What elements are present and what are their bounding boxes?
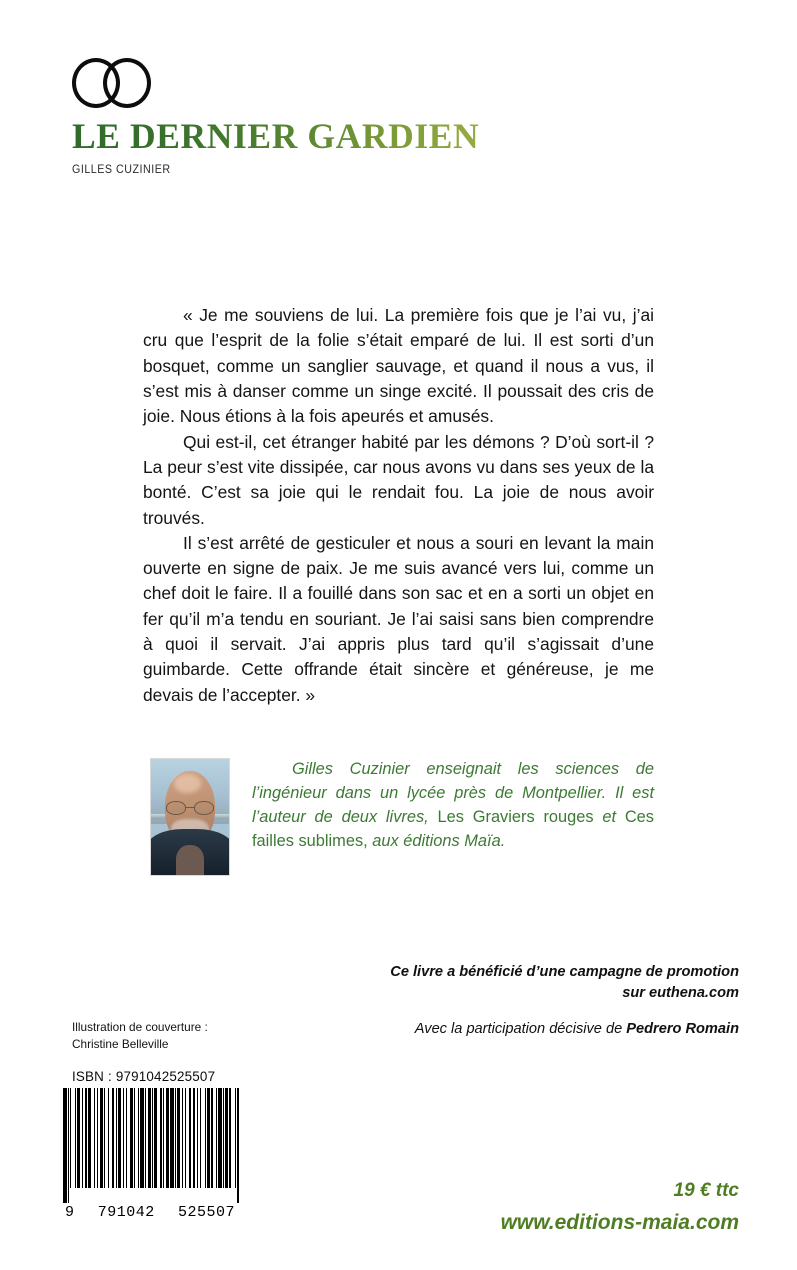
excerpt-paragraph: Il s’est arrêté de gesticuler et nous a souri en levant la main ouverte en signe de paix. Je me suis avancé vers lui, comme un chef doit le faire. Il a fouillé dans son sac et en a sorti un objet en fer qu’il m’a tendu en souriant. Je l’ai saisi sans bien comprendre à quoi il servait. J’ai appris plus tard qu’il s’agissait d’une guimbarde. Cette offrande était sincère et généreuse, je me devais de l’accepter. »	[143, 532, 654, 705]
book-author-name: GILLES CUZINIER	[72, 164, 171, 177]
photo-shirt-opening	[176, 845, 204, 875]
barcode-digit-group: 9	[65, 1204, 75, 1221]
promotion-block	[369, 962, 739, 1037]
participation-person-name: Pedrero Romain	[626, 1021, 739, 1038]
price-and-website-block	[419, 1180, 739, 1235]
barcode-bars	[63, 1088, 241, 1203]
book-price: 19 € ttc	[673, 1180, 739, 1201]
participation-prefix: Avec la participation décisive de	[414, 1021, 627, 1038]
campaign-line-2: sur euthena.com	[622, 984, 739, 1001]
campaign-line-1: Ce livre a bénéficié d’une campagne de promotion	[390, 964, 739, 980]
bio-book-title-1: Les Graviers rouges	[437, 807, 594, 826]
author-portrait-photo	[150, 758, 230, 876]
promotion-campaign-text	[369, 962, 739, 1003]
photo-forehead-highlight	[174, 774, 201, 793]
barcode-bar	[239, 1088, 241, 1203]
bio-segment-intro: Gilles Cuzinier enseignait les sciences de l’ingénieur dans un lycée près de Montpellier. Il est l’auteur de deux livres,	[252, 760, 654, 826]
book-title: LE DERNIER GARDIEN	[72, 118, 492, 155]
excerpt-paragraph: Qui est-il, cet étranger habité par les démons ? D’où sort-il ? La peur s’est vite dissipée, car nous avons vu dans ses yeux de la bonté. C’est sa joie qui le rendait fou. La joie de nous avoir trouvés.	[143, 431, 654, 528]
barcode-digits	[63, 1203, 241, 1221]
photo-eyeglasses	[166, 801, 214, 815]
bio-segment-editor: aux éditions Maïa.	[367, 831, 506, 850]
promotion-participation-text	[369, 1021, 739, 1037]
author-bio-block	[150, 758, 654, 876]
photo-lens-right	[194, 801, 214, 815]
ring-right-icon	[103, 58, 151, 108]
ean13-barcode	[63, 1088, 241, 1221]
excerpt-paragraph: « Je me souviens de lui. La première fois que je l’ai vu, j’ai cru que l’esprit de la folie s’était emparé de lui. Il est sorti d’un bosquet, comme un sanglier sauvage, et quand il nous a vus, il s’est mis à danser comme un singe excité. Il poussait des cris de joie. Nous étions à la fois apeurés et amusés.	[143, 305, 654, 427]
bio-segment-and: et	[593, 807, 625, 826]
bio-book-title-2: Ces failles sublimes,	[252, 807, 654, 850]
two-overlapping-rings-icon	[72, 58, 154, 108]
credit-artist-name: Christine Belleville	[72, 1036, 169, 1051]
photo-glasses-bridge	[186, 807, 194, 808]
cover-illustration-credit	[72, 1019, 208, 1053]
photo-lens-left	[166, 801, 186, 815]
credit-label: Illustration de couverture :	[72, 1020, 208, 1034]
barcode-digit-group: 791042	[97, 1204, 155, 1221]
publisher-website[interactable]: www.editions-maia.com	[500, 1211, 739, 1234]
book-excerpt	[143, 303, 654, 708]
isbn-label: ISBN : 9791042525507	[72, 1069, 216, 1084]
cover-header	[72, 58, 492, 176]
barcode-digit-group: 525507	[177, 1204, 235, 1221]
